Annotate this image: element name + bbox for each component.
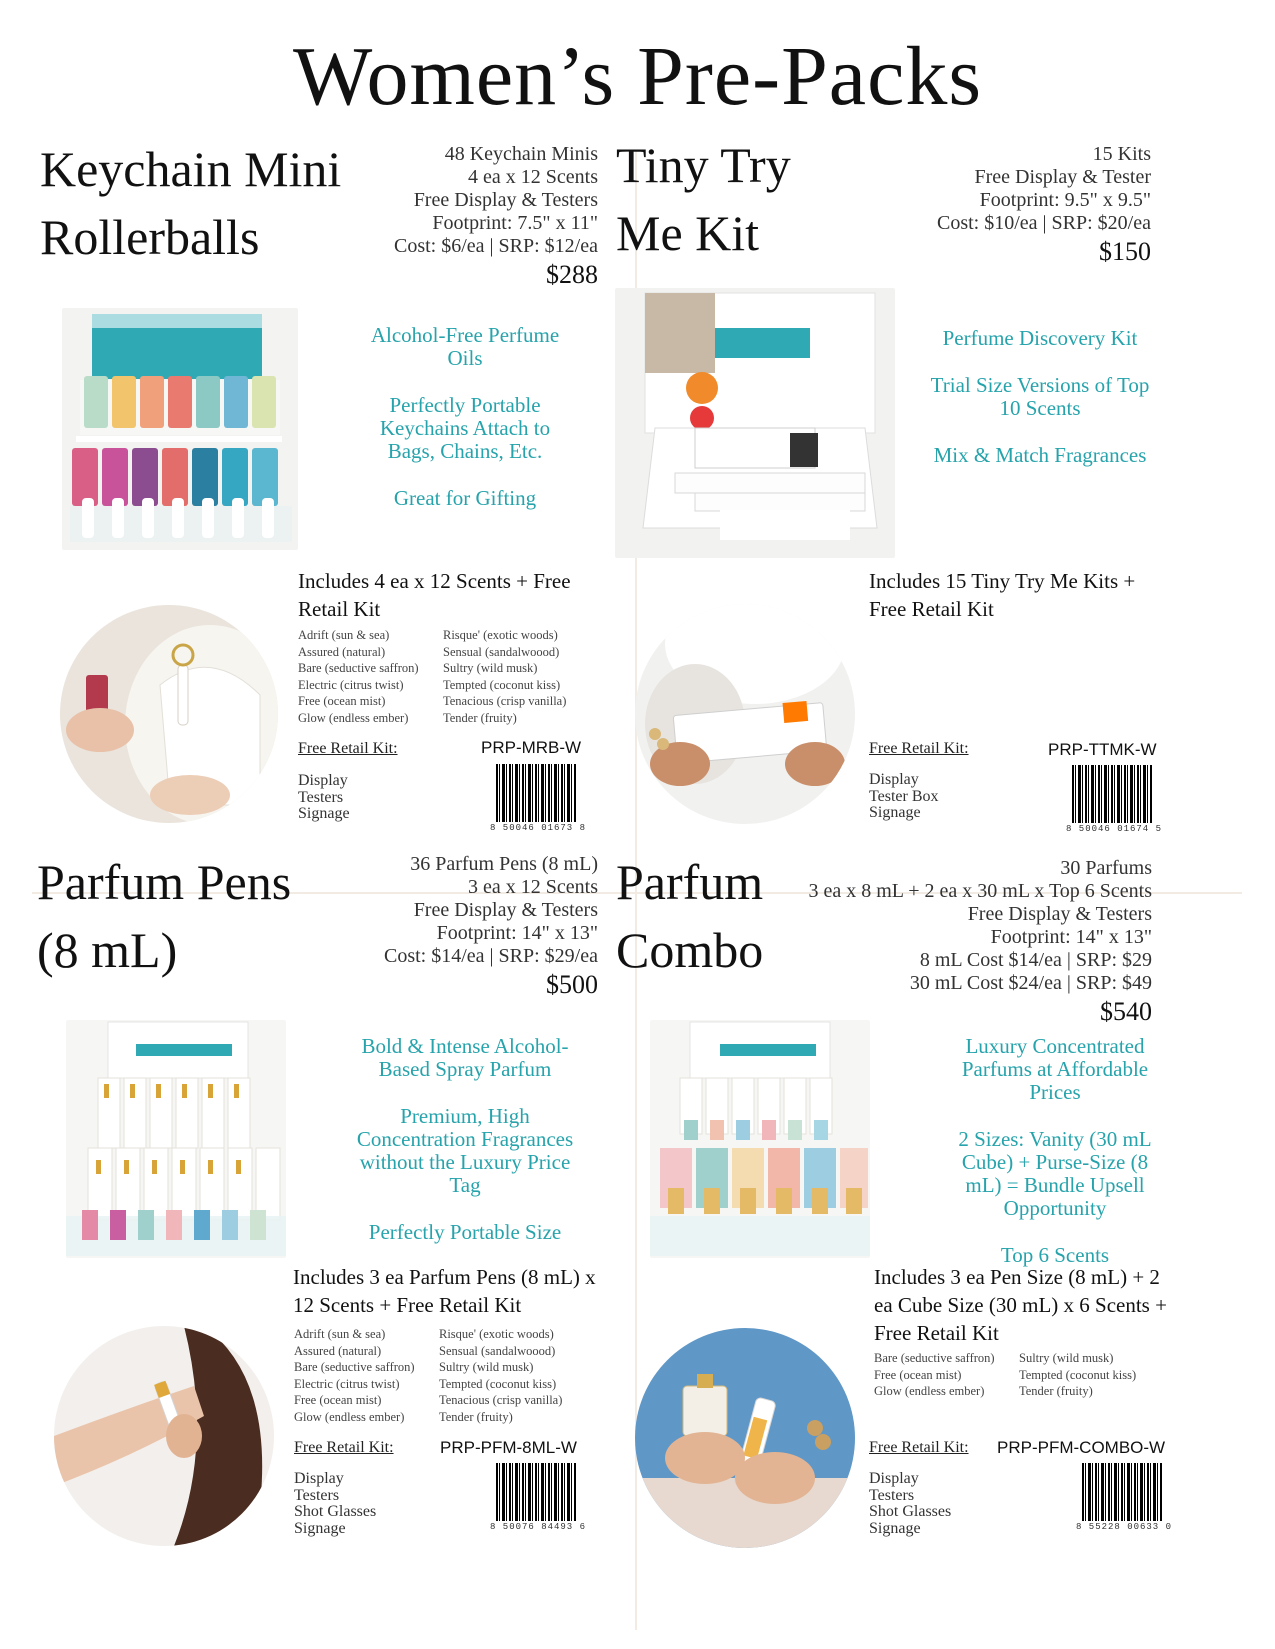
barcode [496,1463,576,1521]
kit-items: Display Tester Box Signage [869,771,939,821]
free-retail-kit-label: Free Retail Kit: [869,1439,969,1456]
features-list [355,1035,575,1268]
barcode-number: 8 50046 01674 5 [1066,824,1163,834]
product-display-image [66,1020,286,1258]
feature-item: Trial Size Versions of Top 10 Scents [930,373,1150,420]
product-display-image [62,308,298,550]
features-list [945,1035,1165,1291]
kit-items: Display Testers Shot Glasses Signage [869,1470,952,1537]
price: $540 [1100,997,1152,1026]
product-display-image [650,1020,870,1258]
sku: PRP-MRB-W [481,738,582,757]
sku: PRP-PFM-8ML-W [440,1438,577,1457]
feature-item: Perfectly Portable Size [368,1220,562,1244]
section-title: Tiny Try Me Kit [616,137,791,261]
section-title: Keychain Mini Rollerballs [40,141,342,265]
price: $288 [546,260,598,289]
feature-item: 2 Sizes: Vanity (30 mL Cube) + Purse-Size (8 mL) = Bundle Upsell Opportunity [958,1127,1152,1220]
product-display-image [615,288,895,558]
barcode-number: 8 50046 01673 8 [490,823,587,833]
specs: 36 Parfum Pens (8 mL) 3 ea x 12 Scents Free Display & Testers Footprint: 14" x 13" Cost: $14/ea | SRP: $29/ea $500 [345,853,598,1000]
barcode-number: 8 50076 84493 6 [490,1522,587,1532]
free-retail-kit-label: Free Retail Kit: [869,740,969,757]
section-title: Parfum Combo [616,854,764,978]
scents-column-right: Risque' (exotic woods) Sensual (sandalwoood) Sultry (wild musk) Tempted (coconut kiss) Tenacious (crisp vanilla) Tender (fruity) [439,1327,563,1424]
price: $150 [1099,237,1151,266]
lifestyle-photo [60,605,278,823]
section-title: Parfum Pens (8 mL) [37,854,292,978]
feature-item: Top 6 Scents [1000,1243,1110,1267]
specs: 48 Keychain Minis 4 ea x 12 Scents Free Display & Testers Footprint: 7.5" x 11" Cost: $6/ea | SRP: $12/ea $288 [360,143,598,290]
scents-column-left: Bare (seductive saffron) Free (ocean mist) Glow (endless ember) [874,1351,995,1398]
price: $500 [546,970,598,999]
lifestyle-photo [635,604,855,824]
feature-item: Great for Gifting [393,486,537,510]
lifestyle-photo [54,1326,274,1546]
includes-text: Includes 4 ea x 12 Scents + Free Retail Kit [298,569,571,621]
barcode-number: 8 55228 00633 0 [1076,1522,1173,1532]
sku: PRP-PFM-COMBO-W [997,1438,1166,1457]
feature-item: Perfume Discovery Kit [942,326,1138,350]
feature-item: Alcohol-Free Perfume Oils [370,323,560,370]
features-list [355,324,575,534]
feature-item: Luxury Concentrated Parfums at Affordable Prices [961,1034,1149,1104]
specs: 30 Parfums 3 ea x 8 mL + 2 ea x 30 mL x Top 6 Scents Free Display & Testers Footprint: 14" x 13" 8 mL Cost $14/ea | SRP: $29 30 mL Cost $24/ea | SRP: $49 $540 [790,857,1152,1027]
scents-column-right: Sultry (wild musk) Tempted (coconut kiss) Tender (fruity) [1019,1351,1137,1398]
sku: PRP-TTMK-W [1048,740,1157,759]
feature-item: Bold & Intense Alcohol-Based Spray Parfum [361,1034,569,1081]
free-retail-kit-label: Free Retail Kit: [298,740,398,757]
scents-column-left: Adrift (sun & sea) Assured (natural) Bare (seductive saffron) Electric (citrus twist) Free (ocean mist) Glow (endless ember) [294,1327,415,1424]
scents-column-left: Adrift (sun & sea) Assured (natural) Bare (seductive saffron) Electric (citrus twist) Free (ocean mist) Glow (endless ember) [298,628,419,725]
feature-item: Premium, High Concentration Fragrances without the Luxury Price Tag [356,1104,574,1197]
feature-item: Perfectly Portable Keychains Attach to Bags, Chains, Etc. [379,393,551,463]
barcode [496,764,576,822]
barcode [1082,1463,1162,1521]
features-list [930,327,1150,491]
kit-items: Display Testers Signage [298,772,350,822]
scents-column-right: Risque' (exotic woods) Sensual (sandalwoood) Sultry (wild musk) Tempted (coconut kiss) Tenacious (crisp vanilla) Tender (fruity) [443,628,567,725]
free-retail-kit-label: Free Retail Kit: [294,1439,394,1456]
includes-text: Includes 3 ea Pen Size (8 mL) + 2 ea Cube Size (30 mL) x 6 Scents + Free Retail Kit [874,1265,1167,1345]
kit-items: Display Testers Shot Glasses Signage [294,1470,377,1537]
barcode [1072,765,1152,823]
lifestyle-photo [635,1328,855,1548]
page-title: Women’s Pre-Packs [292,30,983,123]
includes-text: Includes 15 Tiny Try Me Kits + Free Retail Kit [869,569,1136,621]
feature-item: Mix & Match Fragrances [933,443,1147,467]
includes-text: Includes 3 ea Parfum Pens (8 mL) x 12 Scents + Free Retail Kit [293,1265,596,1317]
specs: 15 Kits Free Display & Tester Footprint: 9.5" x 9.5" Cost: $10/ea | SRP: $20/ea $150 [880,143,1151,267]
